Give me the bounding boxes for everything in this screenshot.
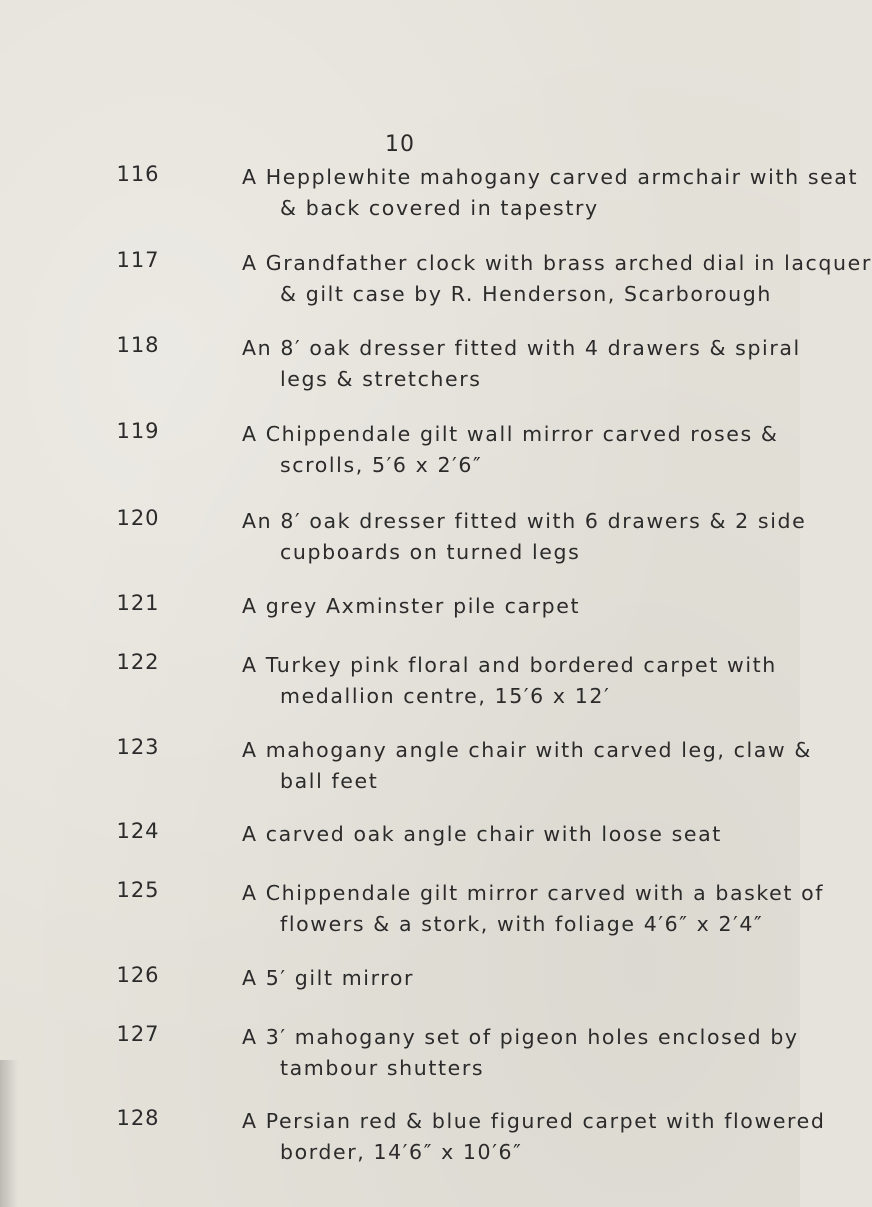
lot-number: 118: [116, 333, 160, 357]
lot-description-line: A mahogany angle chair with carved leg, claw &: [242, 738, 812, 762]
lot-number: 128: [116, 1106, 160, 1130]
lot-description: [242, 506, 807, 568]
lot-description-line: A Chippendale gilt wall mirror carved roses &: [242, 422, 779, 446]
lot-description: [242, 162, 859, 224]
lot-number: 121: [116, 591, 160, 615]
lot-number: 122: [116, 650, 160, 674]
lot-description-line: A carved oak angle chair with loose seat: [242, 822, 722, 846]
lot-description: [242, 333, 802, 395]
lot-description: [242, 591, 802, 622]
lot-description-line: ball feet: [280, 769, 379, 793]
lot-description-line: legs & stretchers: [280, 367, 482, 391]
lot-description-line: cupboards on turned legs: [280, 540, 581, 564]
lot-number: 120: [116, 506, 160, 530]
lot-description: [242, 963, 802, 994]
lot-description-line: A Turkey pink floral and bordered carpet with: [242, 653, 777, 677]
lot-description-line: & gilt case by R. Henderson, Scarborough: [280, 282, 772, 306]
lot-description-line: flowers & a stork, with foliage 4′6″ x 2′4″: [280, 912, 764, 936]
lot-number: 117: [116, 248, 160, 272]
lot-number: 123: [116, 735, 160, 759]
lot-description: [242, 819, 802, 850]
lot-description-line: A 5′ gilt mirror: [242, 966, 414, 990]
lot-number: 119: [116, 419, 160, 443]
lot-description-line: & back covered in tapestry: [280, 196, 599, 220]
lot-description-line: A grey Axminster pile carpet: [242, 594, 581, 618]
lot-description: [242, 419, 802, 481]
lot-description-line: A Hepplewhite mahogany carved armchair with seat: [242, 165, 859, 189]
lot-description-line: medallion centre, 15′6 x 12′: [280, 684, 611, 708]
lot-description-line: A Chippendale gilt mirror carved with a basket of: [242, 881, 825, 905]
lot-description: [242, 878, 825, 940]
lot-description: [242, 650, 802, 712]
lot-description-line: A Persian red & blue figured carpet with flowered: [242, 1109, 826, 1133]
lot-number: 125: [116, 878, 160, 902]
lot-description: [242, 735, 812, 797]
lot-number: 116: [116, 162, 160, 186]
lot-number: 127: [116, 1022, 160, 1046]
lot-description-line: An 8′ oak dresser fitted with 4 drawers & spiral: [242, 336, 801, 360]
lot-description-line: scrolls, 5′6 x 2′6″: [280, 453, 483, 477]
lot-description-line: A Grandfather clock with brass arched dial in lacquer: [242, 251, 872, 275]
lot-description-line: border, 14′6″ x 10′6″: [280, 1140, 523, 1164]
lot-description: [242, 248, 872, 310]
page-edge-shadow: [0, 1060, 18, 1207]
lot-description-line: An 8′ oak dresser fitted with 6 drawers & 2 side: [242, 509, 807, 533]
lot-description-line: A 3′ mahogany set of pigeon holes enclosed by: [242, 1025, 799, 1049]
lot-number: 124: [116, 819, 160, 843]
lot-description-line: tambour shutters: [280, 1056, 485, 1080]
lot-description: [242, 1106, 826, 1168]
lot-number: 126: [116, 963, 160, 987]
page-number: 10: [385, 132, 415, 157]
lot-description: [242, 1022, 802, 1084]
